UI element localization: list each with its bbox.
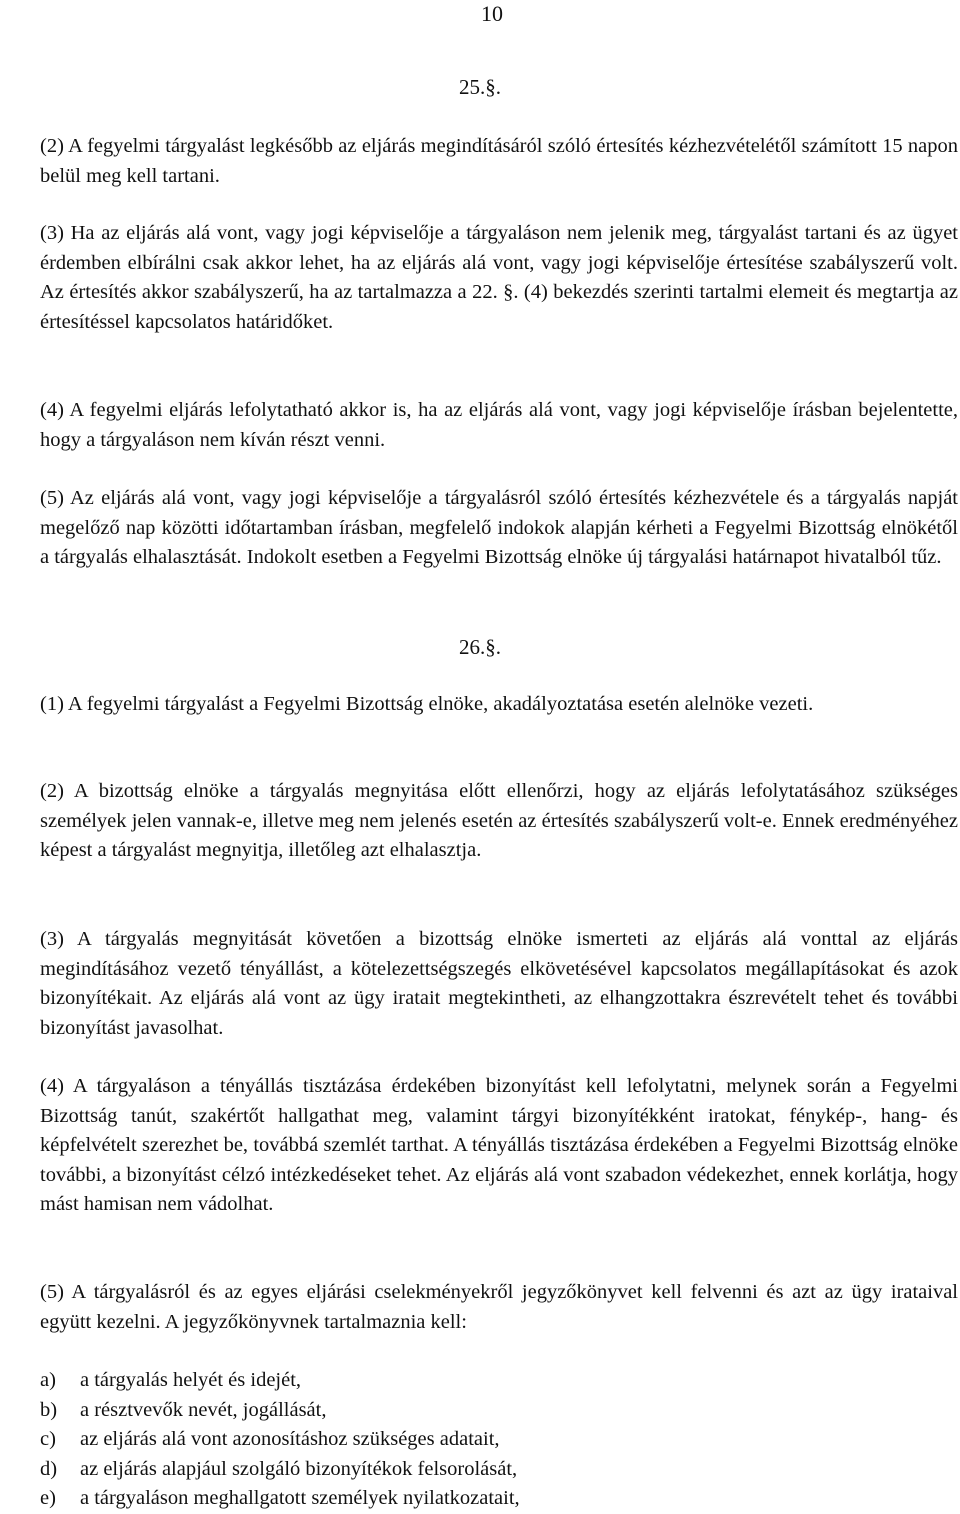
list-item (40, 1366, 940, 1396)
list-item-text: a tárgyalás helyét és idejét, (80, 1369, 302, 1391)
list-item (40, 1484, 940, 1514)
paragraph-26-4: (4) A tárgyaláson a tényállás tisztázása érdekében bizonyítást kell lefolytatni, melynek során a Fegyelmi Bizottság tanút, szakértőt hallgathat meg, valamint tárgyi bizonyítékként iratokat, fénykép-, hang- és képfelvételt szerezhet be, továbbá szemlét tarthat. A tényállás tisztázása érdekében a Fegyelmi Bizottság elnöke további, a bizonyítást célzó intézkedéseket tehet. Az eljárás alá vont szabadon védekezhet, ennek korlátja, hogy mást hamisan nem vádolhat. (40, 1075, 958, 1215)
list-item-text: az eljárás alapjául szolgáló bizonyítékok felsorolását, (80, 1457, 518, 1480)
paragraph-25-2: (2) A fegyelmi tárgyalást legkésőbb az eljárás megindításáról szóló értesítés kézhezvételétől számított 15 napon belül meg kell tartani. (40, 135, 958, 187)
paragraph-26-1: (1) A fegyelmi tárgyalást a Fegyelmi Bizottság elnöke, akadályoztatása esetén alelnöke vezeti. (40, 693, 814, 715)
list-item (40, 1396, 940, 1426)
list-item (40, 1425, 940, 1455)
paragraph-26-3: (3) A tárgyalás megnyitását követően a bizottság elnöke ismerteti az eljárás alá vonttal az eljárás megindításához vezető tényállást, a kötelezettségszegés elkövetésével kapcsolatos megállapításokat és azok bizonyítékait. Az eljárás alá vont az ügy iratait megtekintheti, az elhangzottakra észrevételt tehet és további bizonyítást javasolhat. (40, 928, 958, 1039)
list-item-text: az eljárás alá vont azonosításhoz szükséges adatait, (80, 1428, 500, 1450)
record-contents-list (40, 1366, 940, 1514)
list-marker: e) (40, 1487, 56, 1509)
paragraph-25-5: (5) Az eljárás alá vont, vagy jogi képviselője a tárgyalásról szóló értesítés kézhezvétele és a tárgyalás napját megelőző nap közötti időtartamban írásban, megfelelő indokok alapján kérheti a Fegyelmi Bizottság elnökétől a tárgyalás elhalasztását. Indokolt esetben a Fegyelmi Bizottság elnöke új tárgyalási határnapot hivatalból tűz. (40, 487, 958, 568)
paragraph-26-5: (5) A tárgyalásról és az egyes eljárási cselekményekről jegyzőkönyvet kell felvenni és azt az ügy irataival együtt kezelni. A jegyzőkönyvnek tartalmaznia kell: (40, 1281, 958, 1333)
paragraph-25-3: (3) Ha az eljárás alá vont, vagy jogi képviselője a tárgyaláson nem jelenik meg, tárgyalást tartani és az ügyet érdemben elbírálni csak akkor lehet, ha az eljárás alá vont, vagy jogi képviselője értesítése szabályszerű volt. Az értesítés akkor szabályszerű, ha az tartalmazza a 22. §. (4) bekezdés szerinti tartalmi elemeit és megtartja az értesítéssel kapcsolatos határidőket. (40, 222, 958, 333)
list-marker: d) (40, 1457, 58, 1480)
section-heading-25: 25.§. (459, 75, 501, 99)
section-heading-26: 26.§. (459, 635, 501, 659)
page-number: 10 (481, 1, 503, 26)
list-marker: b) (40, 1398, 58, 1421)
list-marker: a) (40, 1369, 56, 1391)
paragraph-26-2: (2) A bizottság elnöke a tárgyalás megnyitása előtt ellenőrzi, hogy az eljárás lefolytatásához szükséges személyek jelen vannak-e, illetve meg nem jelenés esetén az értesítés szabályszerű volt-e. Ennek eredményéhez képest a tárgyalást megnyitja, illetőleg azt elhalasztja. (40, 780, 958, 861)
list-marker: c) (40, 1428, 56, 1450)
list-item (40, 1455, 940, 1485)
paragraph-25-4: (4) A fegyelmi eljárás lefolytatható akkor is, ha az eljárás alá vont, vagy jogi képviselője írásban bejelentette, hogy a tárgyaláson nem kíván részt venni. (40, 399, 958, 451)
list-item-text: a tárgyaláson meghallgatott személyek nyilatkozatait, (80, 1487, 520, 1509)
list-item-text: a résztvevők nevét, jogállását, (80, 1398, 327, 1421)
